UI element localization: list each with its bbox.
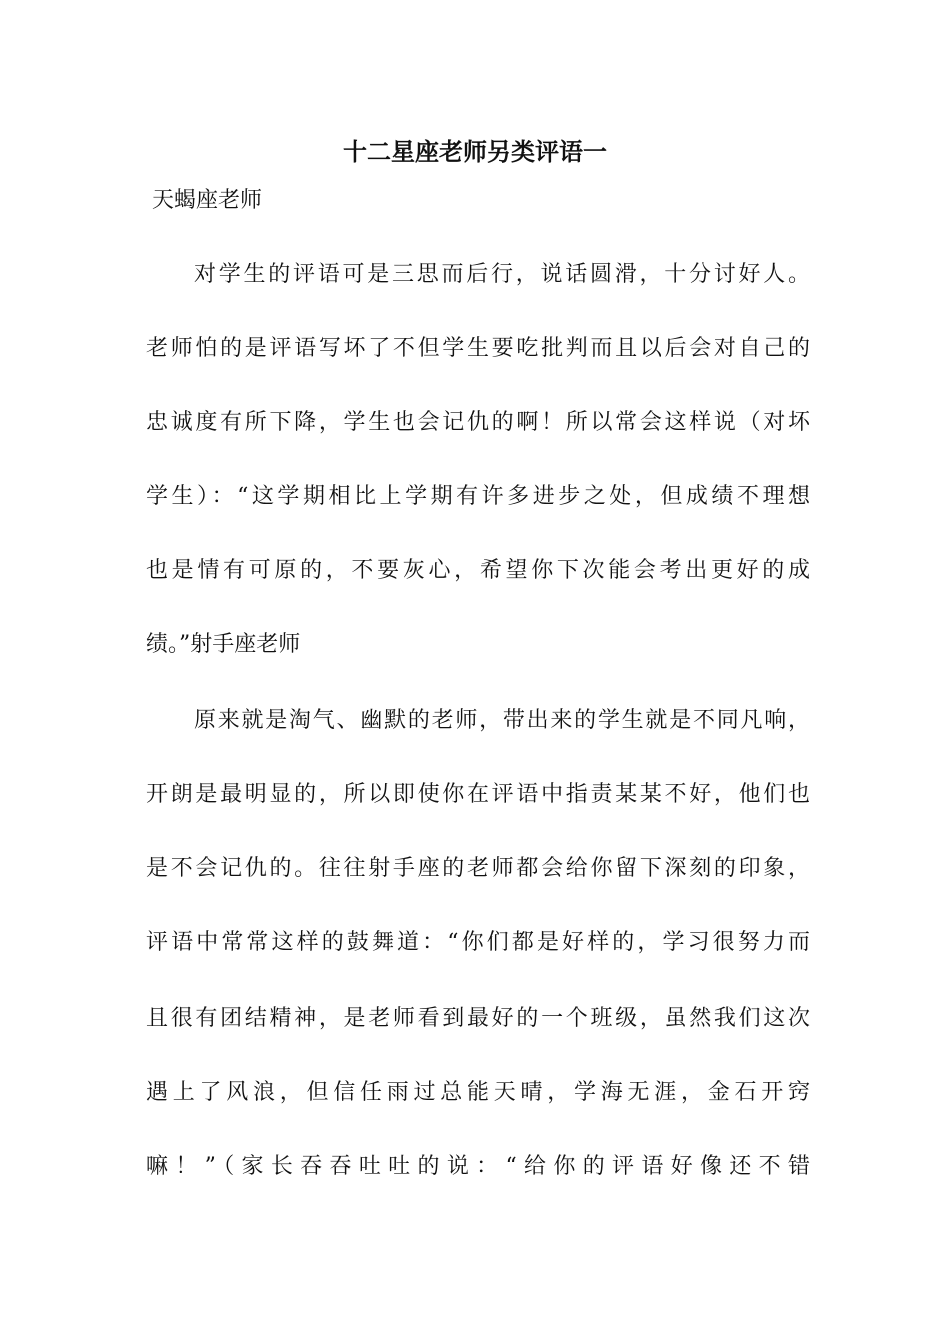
paragraph-line: 且很有团结精神，是老师看到最好的一个班级，虽然我们这次 [146,1006,810,1031]
paragraph-line: 是不会记仇的。往往射手座的老师都会给你留下深刻的印象， [146,856,810,881]
document-title: 十二星座老师另类评语一 [343,137,607,166]
paragraph-line: 遇上了风浪，但信任雨过总能天晴，学海无涯，金石开窍 [146,1080,810,1105]
section-heading-scorpio: 天蝎座老师 [152,188,263,213]
paragraph-line: 忠诚度有所下降，学生也会记仇的啊！所以常会这样说（对坏 [146,410,810,435]
paragraph-line: 绩。”射手座老师 [146,632,301,657]
paragraph-line: 嘛！”（家长吞吞吐吐的说：“给你的评语好像还不错 [146,1154,810,1179]
paragraph-line: 开朗是最明显的，所以即使你在评语中指责某某不好，他们也 [146,782,810,807]
paragraph-line: 学生）：“这学期相比上学期有许多进步之处，但成绩不理想 [146,484,810,509]
paragraph-line: 对学生的评语可是三思而后行，说话圆滑，十分讨好人。 [194,262,810,287]
paragraph-line: 老师怕的是评语写坏了不但学生要吃批判而且以后会对自己的 [146,336,810,361]
paragraph-line: 也是情有可原的，不要灰心，希望你下次能会考出更好的成 [146,558,810,583]
paragraph-line: 原来就是淘气、幽默的老师，带出来的学生就是不同凡响， [194,708,810,733]
paragraph-line: 评语中常常这样的鼓舞道：“你们都是好样的，学习很努力而 [146,930,810,955]
